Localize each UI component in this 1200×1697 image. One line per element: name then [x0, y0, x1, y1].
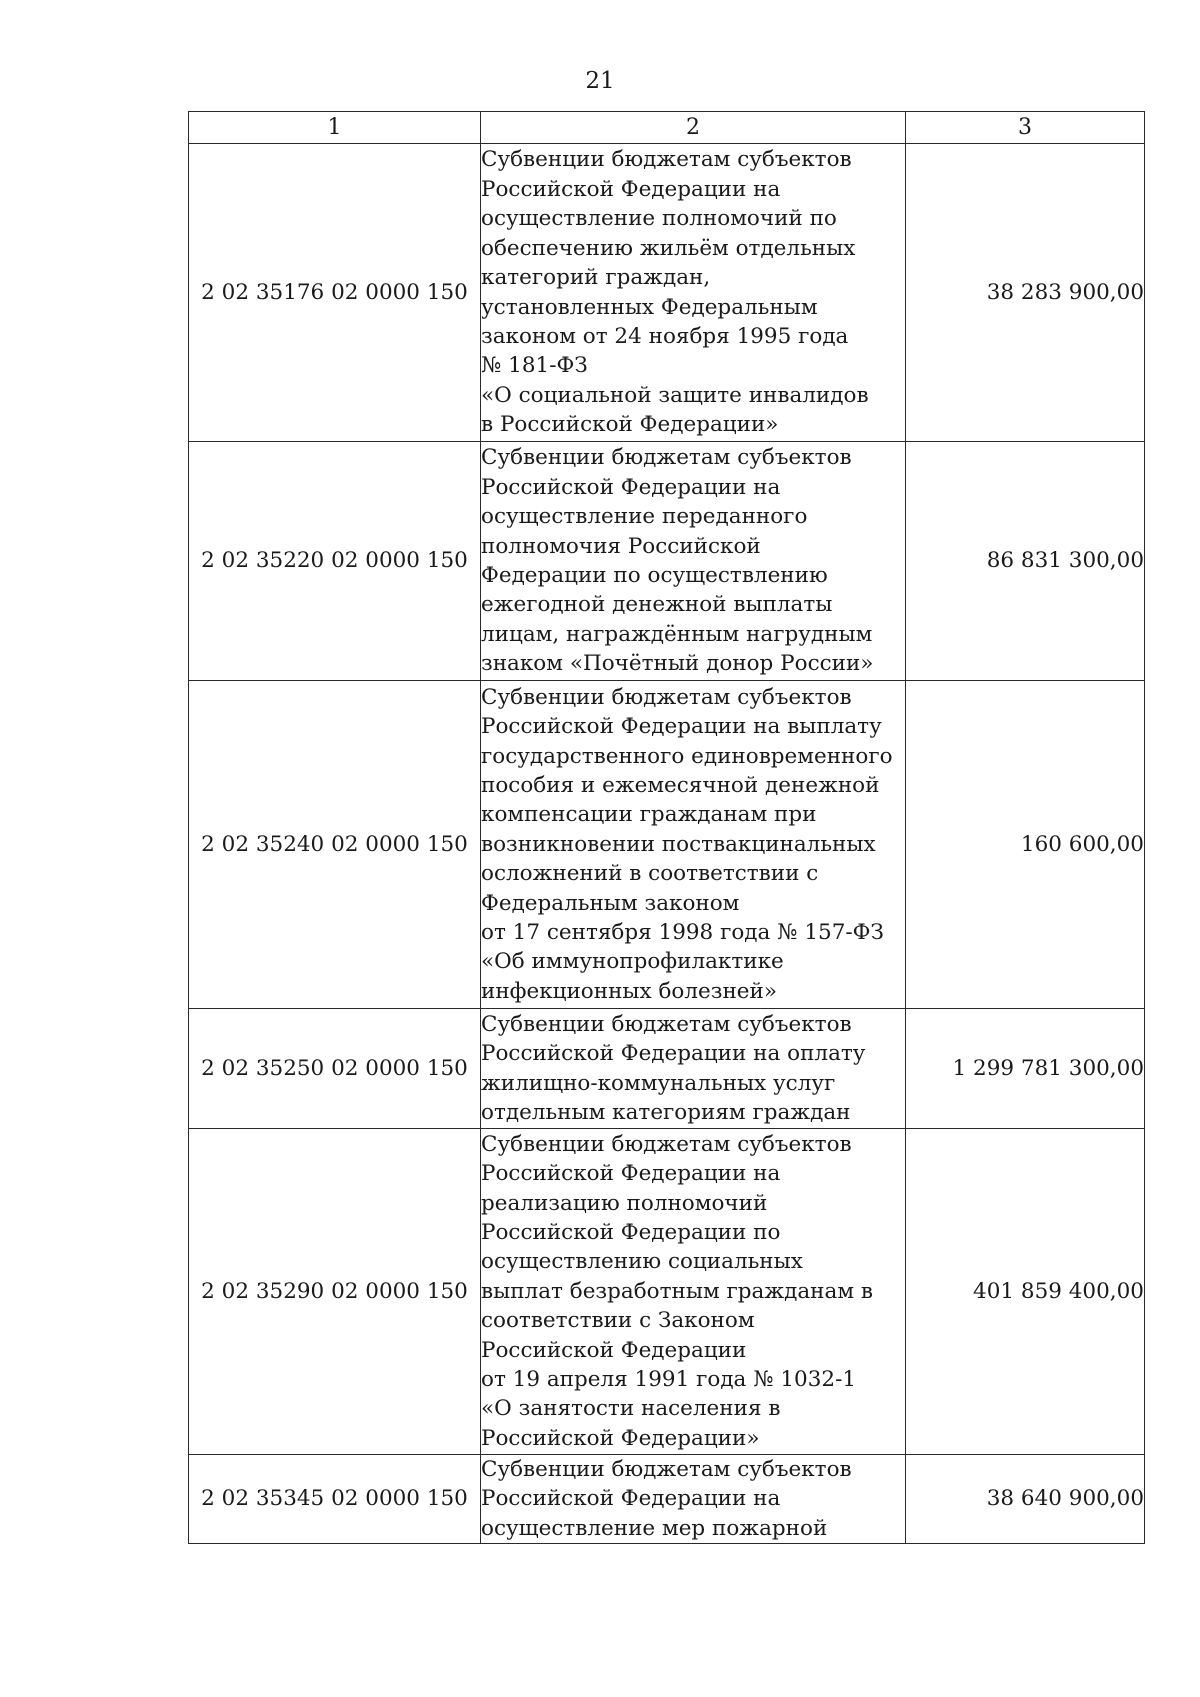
table-row [189, 1009, 1145, 1129]
table-row [189, 1455, 1145, 1544]
revenue-description: Субвенции бюджетам субъектов Российской Федерации на выплату государственного единовременного пособия и ежемесячной денежной компенсации гражданам при возникновении поствакцинальных осложнений в соответствии с Федеральным законом от 17 сентября 1998 года № 157-ФЗ «Об иммунопрофилактике инфекционных болезней» [481, 681, 906, 1009]
revenue-description: Субвенции бюджетам субъектов Российской Федерации на реализацию полномочий Российской Федерации по осуществлению социальных выплат безработным гражданам в соответствии с Законом Российской Федерации от 19 апреля 1991 года № 1032-1 «О занятости населения в Российской Федерации» [481, 1129, 906, 1455]
revenue-code: 2 02 35290 02 0000 150 [189, 1129, 481, 1455]
table-row [189, 442, 1145, 681]
table-header-row [189, 112, 1145, 144]
revenue-code: 2 02 35345 02 0000 150 [189, 1455, 481, 1544]
revenue-description: Субвенции бюджетам субъектов Российской Федерации на оплату жилищно-коммунальных услуг отдельным категориям граждан [481, 1009, 906, 1129]
page-number: 21 [585, 68, 615, 94]
revenue-amount: 1 299 781 300,00 [906, 1009, 1145, 1129]
table-row [189, 144, 1145, 442]
column-header-code: 1 [189, 112, 481, 144]
revenue-amount: 38 640 900,00 [906, 1455, 1145, 1544]
revenue-description: Субвенции бюджетам субъектов Российской Федерации на осуществление переданного полномочия Российской Федерации по осуществлению ежегодной денежной выплаты лицам, награждённым нагрудным знаком «Почётный донор России» [481, 442, 906, 681]
revenue-amount: 86 831 300,00 [906, 442, 1145, 681]
revenue-description: Субвенции бюджетам субъектов Российской Федерации на осуществление полномочий по обеспечению жильём отдельных категорий граждан, установленных Федеральным законом от 24 ноября 1995 года № 181-ФЗ «О социальной защите инвалидов в Российской Федерации» [481, 144, 906, 442]
revenue-code: 2 02 35240 02 0000 150 [189, 681, 481, 1009]
table-row [189, 1129, 1145, 1455]
revenue-code: 2 02 35250 02 0000 150 [189, 1009, 481, 1129]
budget-table [188, 111, 1145, 1544]
table-row [189, 681, 1145, 1009]
revenue-amount: 160 600,00 [906, 681, 1145, 1009]
column-header-description: 2 [481, 112, 906, 144]
revenue-code: 2 02 35220 02 0000 150 [189, 442, 481, 681]
revenue-amount: 38 283 900,00 [906, 144, 1145, 442]
revenue-description: Субвенции бюджетам субъектов Российской Федерации на осуществление мер пожарной [481, 1455, 906, 1544]
revenue-code: 2 02 35176 02 0000 150 [189, 144, 481, 442]
column-header-amount: 3 [906, 112, 1145, 144]
revenue-amount: 401 859 400,00 [906, 1129, 1145, 1455]
